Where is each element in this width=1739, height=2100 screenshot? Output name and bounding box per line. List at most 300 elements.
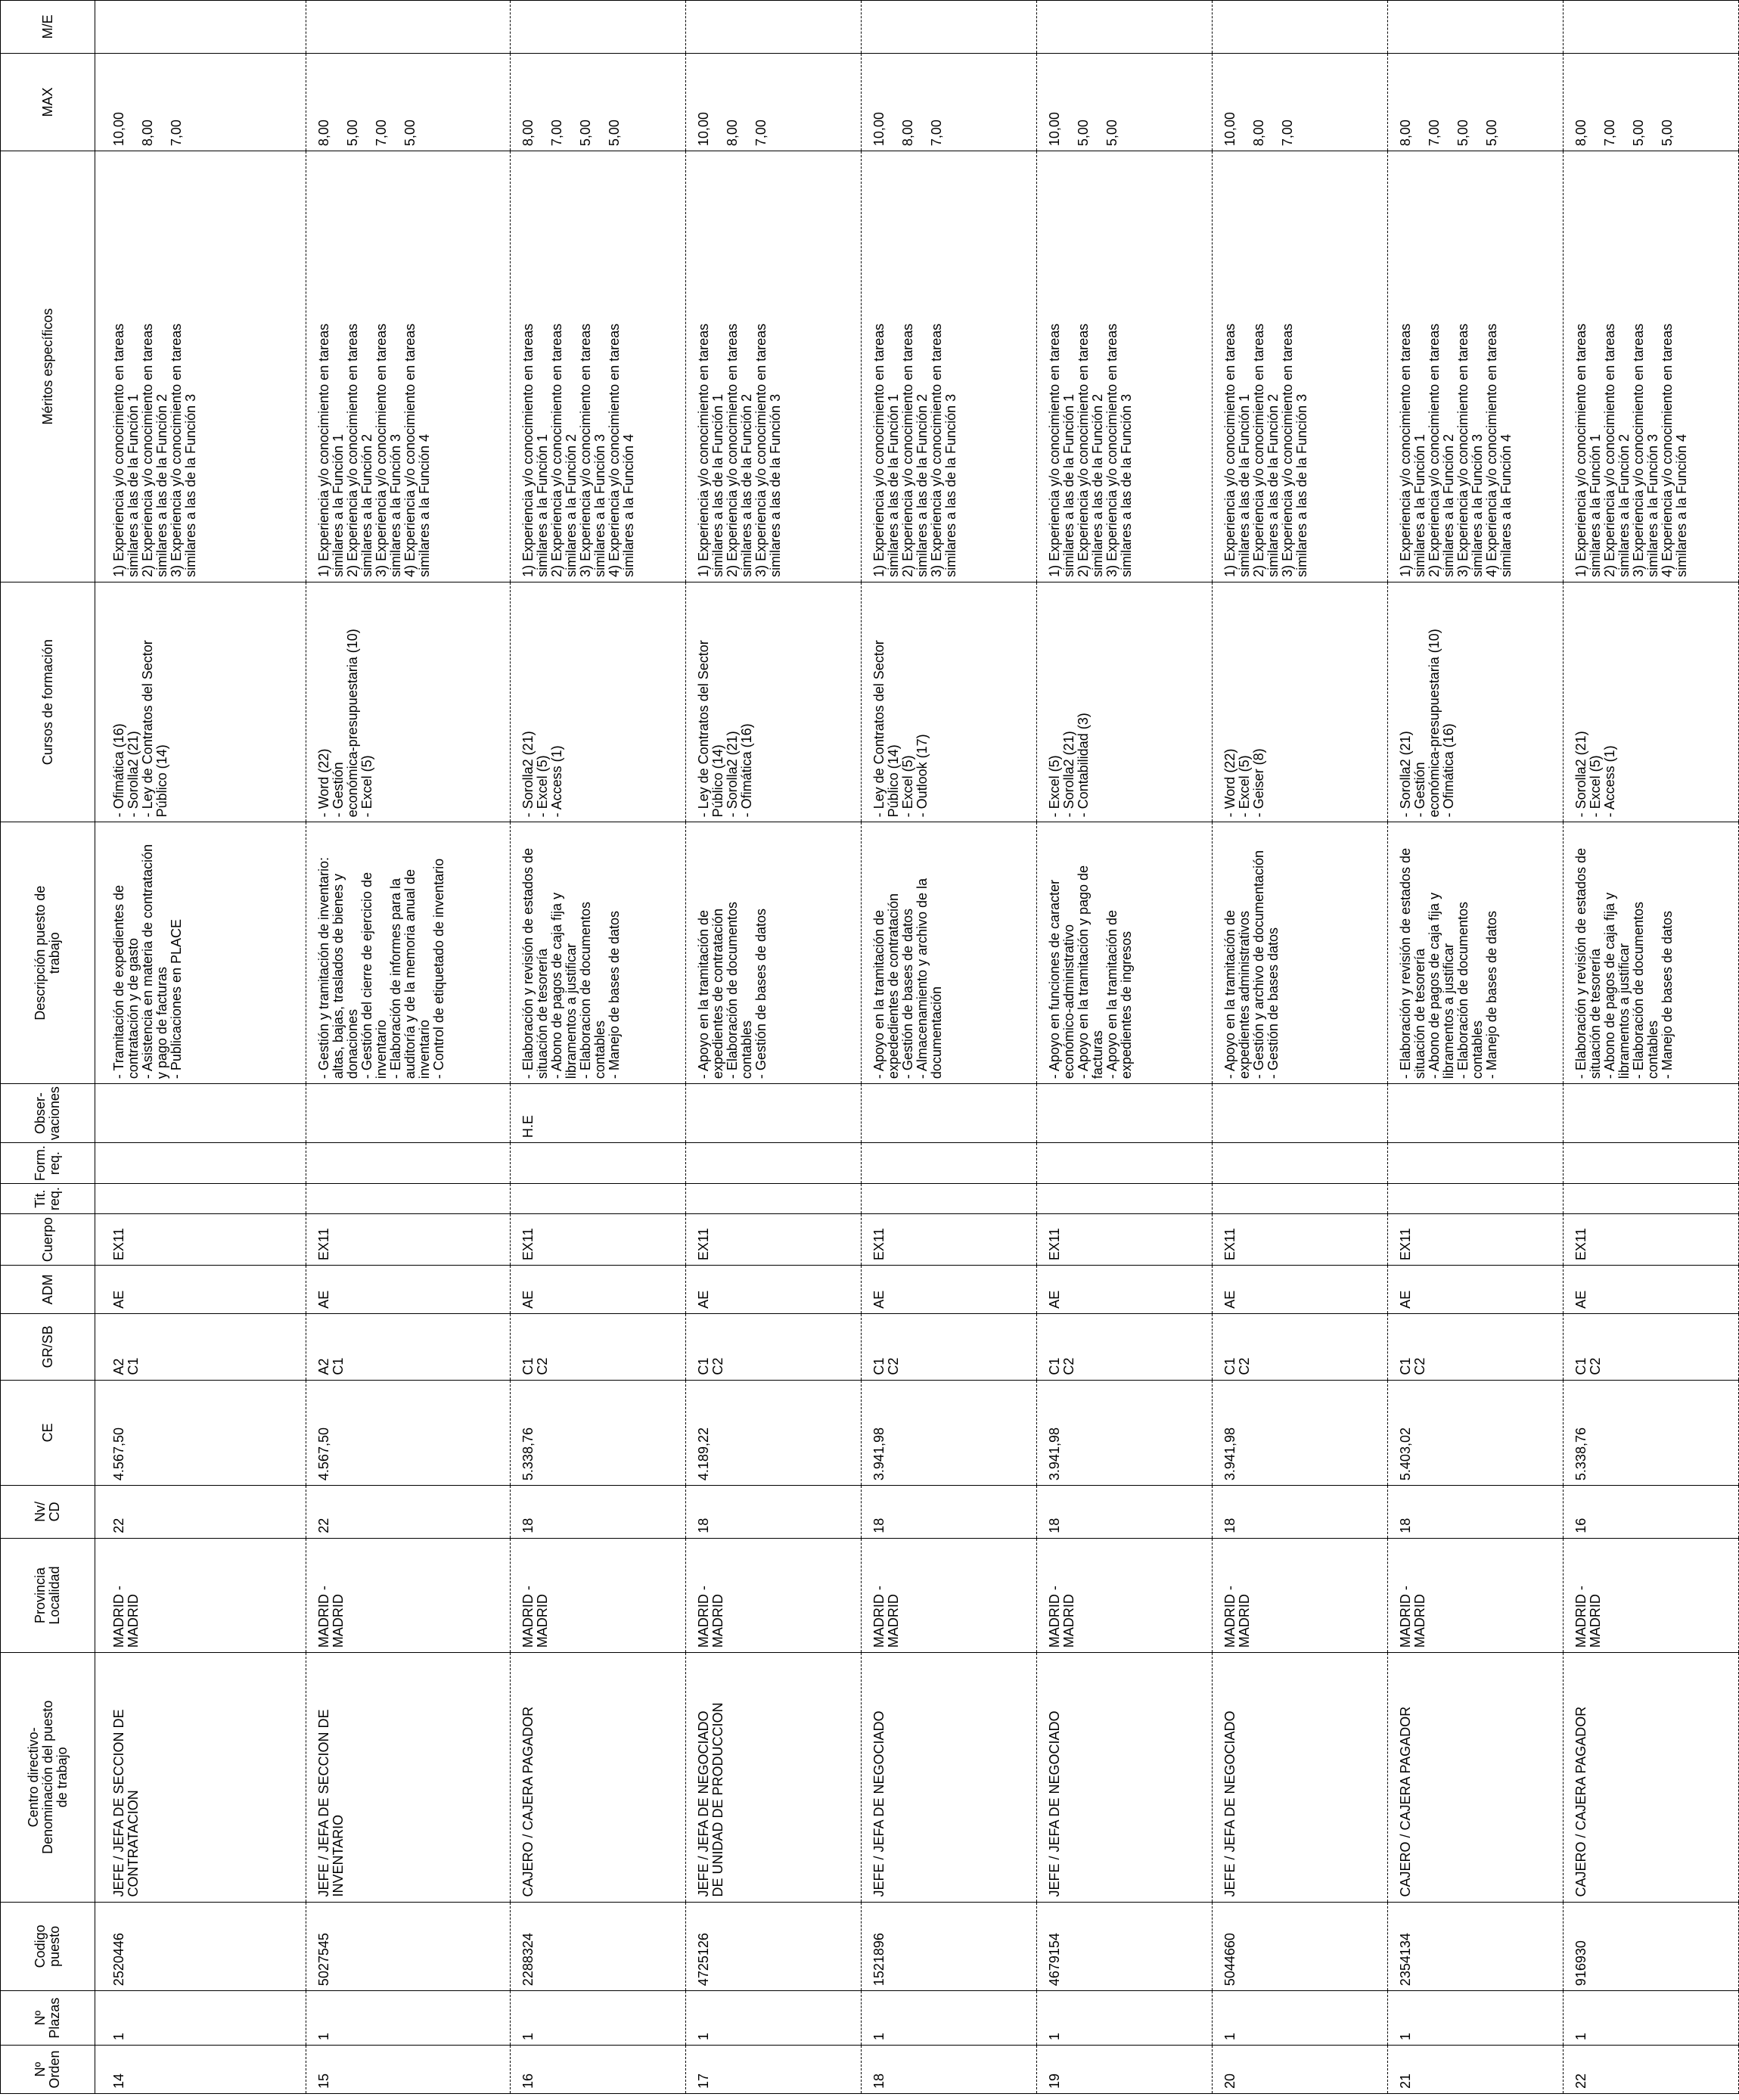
cell-line: - Excel (5) bbox=[359, 755, 374, 818]
cell-line: similares a las de la Función 3 bbox=[767, 393, 783, 577]
cell-line: expededientes de contratación bbox=[885, 893, 901, 1080]
cell-line: similares a las de la Función 1 bbox=[126, 393, 141, 577]
cell-provincia bbox=[1563, 1538, 1738, 1652]
cell-max bbox=[861, 53, 1036, 151]
cell-adm: AE bbox=[510, 1266, 685, 1314]
cell-line: 3) Experiencia y/o conocimiento en tareas bbox=[1630, 323, 1646, 577]
cell-line: C2 bbox=[1060, 1357, 1076, 1375]
cell-max bbox=[101, 53, 306, 151]
cell-cursos bbox=[861, 582, 1036, 822]
cell-line: - Sorolla2 (21) bbox=[1397, 731, 1413, 818]
cell-cuerpo: EX11 bbox=[101, 1214, 306, 1266]
cell-provincia bbox=[1387, 1538, 1563, 1652]
cell-ce: 5.338,76 bbox=[1563, 1380, 1738, 1485]
cell-line: - Apoyo en la tramitación de bbox=[1104, 909, 1119, 1080]
table-row bbox=[101, 1, 306, 2094]
cell-line: - Ley de Contratos del Sector bbox=[140, 640, 155, 818]
cell-line: 5,00 bbox=[1630, 120, 1646, 147]
cell-provincia bbox=[861, 1538, 1036, 1652]
cell-line: - Sorolla2 (21) bbox=[1573, 731, 1588, 818]
cell-line: - Elaboración de documentos bbox=[1455, 901, 1470, 1080]
cell-line: 8,00 bbox=[140, 120, 155, 147]
table-row bbox=[306, 1, 510, 2094]
cell-line: 7,00 bbox=[928, 120, 944, 147]
cell-line: similares a la Función 3 bbox=[592, 433, 607, 577]
cell-line: similares a las de la Función 1 bbox=[885, 393, 901, 577]
cell-line: similares a la Función 4 bbox=[1673, 433, 1689, 577]
cell-plazas: 1 bbox=[1563, 1991, 1738, 2046]
cell-line: JEFE / JEFA DE NEGOCIADO bbox=[1222, 1710, 1237, 1897]
cell-line: 8,00 bbox=[1250, 120, 1266, 147]
cell-line: 10,00 bbox=[111, 112, 126, 147]
cell-line: C2 bbox=[710, 1357, 725, 1375]
cell-line: similares a la Función 4 bbox=[620, 433, 636, 577]
cell-line: - Ofimática (16) bbox=[111, 723, 126, 818]
cell-line: C2 bbox=[1587, 1357, 1603, 1375]
cell-tit bbox=[1212, 1184, 1387, 1214]
cell-line: 5,00 bbox=[1659, 120, 1675, 147]
cell-line: contables bbox=[1469, 1020, 1485, 1080]
cell-line: - Ofimática (16) bbox=[1440, 723, 1456, 818]
cell-ce: 4.567,50 bbox=[101, 1380, 306, 1485]
cell-line: - Access (1) bbox=[548, 745, 564, 818]
cell-line: - Sorolla2 (21) bbox=[520, 731, 536, 818]
cell-line: A2 bbox=[315, 1358, 331, 1375]
cell-line: 8,00 bbox=[315, 120, 331, 147]
cell-orden: 18 bbox=[861, 2046, 1036, 2094]
cell-line: 7,00 bbox=[373, 120, 389, 147]
cell-line: - Gestión bbox=[1411, 762, 1427, 818]
cell-line: MADRID - bbox=[1573, 1586, 1588, 1648]
cell-line: altas, bajas, traslados de bienes y bbox=[330, 873, 346, 1080]
cell-line: MADRID - bbox=[315, 1586, 331, 1648]
cell-gr bbox=[306, 1313, 510, 1380]
cell-line: similares a las de la Función 1 bbox=[1236, 393, 1252, 577]
cell-line: 2) Experiencia y/o conocimiento en tareas bbox=[899, 323, 915, 577]
cell-form bbox=[306, 1143, 510, 1184]
cell-line: - Manejo de bases de datos bbox=[1659, 910, 1675, 1080]
cell-provincia bbox=[306, 1538, 510, 1652]
cell-line: libramentos a justificar bbox=[1616, 943, 1632, 1080]
table-body bbox=[101, 1, 1738, 2094]
cell-line: facturas bbox=[1089, 1030, 1105, 1080]
cell-line: - Gestión de bases datos bbox=[1265, 927, 1281, 1080]
cell-line: - Elaboración de documentos bbox=[724, 901, 740, 1080]
cell-line: - Control de etiquetado de inventario bbox=[430, 858, 446, 1080]
cell-gr bbox=[101, 1313, 306, 1380]
cell-line: situación de tesorería bbox=[1587, 949, 1603, 1080]
cell-line: JEFE / JEFA DE NEGOCIADO bbox=[695, 1710, 711, 1897]
cell-line: 7,00 bbox=[169, 120, 184, 147]
cell-line: similares a las de la Función 2 bbox=[1089, 393, 1105, 577]
cell-line: 3) Experiencia y/o conocimiento en tareas bbox=[169, 323, 184, 577]
cell-line: - Excel (5) bbox=[534, 755, 550, 818]
cell-line: económica-presupuestaria (10) bbox=[1426, 629, 1442, 818]
cell-orden: 21 bbox=[1387, 2046, 1563, 2094]
cell-me bbox=[1212, 1, 1387, 54]
cell-cursos bbox=[1563, 582, 1738, 822]
cell-line: similares a la Función 3 bbox=[1469, 433, 1485, 577]
cell-line: - Outlook (17) bbox=[914, 734, 930, 818]
cell-tit bbox=[861, 1184, 1036, 1214]
cell-gr bbox=[1212, 1313, 1387, 1380]
cell-centro bbox=[1036, 1653, 1212, 1902]
cell-ce: 3.941,98 bbox=[861, 1380, 1036, 1485]
cell-cursos bbox=[1212, 582, 1387, 822]
cell-line: MADRID bbox=[126, 1594, 141, 1648]
cell-line: - Manejo de bases de datos bbox=[1483, 910, 1499, 1080]
cell-line: libramentos a justificar bbox=[563, 943, 579, 1080]
header-provincia: Provincia Localidad bbox=[1, 1538, 95, 1652]
cell-line: contables bbox=[1644, 1020, 1660, 1080]
cell-form bbox=[101, 1143, 306, 1184]
header-form: Form. req. bbox=[1, 1143, 95, 1184]
cell-line: 2) Experiencia y/o conocimiento en tareas bbox=[1075, 323, 1091, 577]
cell-line: 1) Experiencia y/o conocimiento en tareas bbox=[871, 323, 887, 577]
cell-line: similares a las de la Función 1 bbox=[1060, 393, 1076, 577]
cell-line: 1) Experiencia y/o conocimiento en tareas bbox=[1573, 323, 1588, 577]
cell-line: CONTRATACION bbox=[126, 1790, 141, 1897]
cell-obs bbox=[306, 1084, 510, 1143]
cell-desc bbox=[306, 822, 510, 1084]
cell-orden: 20 bbox=[1212, 2046, 1387, 2094]
cell-orden: 16 bbox=[510, 2046, 685, 2094]
cell-line: - Sorolla2 (21) bbox=[1060, 731, 1076, 818]
cell-line: - Gestión del cierre de ejercicio de bbox=[359, 871, 374, 1080]
cell-line: INVENTARIO bbox=[330, 1814, 346, 1897]
cell-line: - Word (22) bbox=[315, 748, 331, 818]
cell-line: 5,00 bbox=[606, 120, 622, 147]
cell-tit bbox=[1563, 1184, 1738, 1214]
cell-line: - Manejo de bases de datos bbox=[606, 910, 622, 1080]
cell-line: y pago de facturas bbox=[154, 967, 169, 1080]
cell-provincia bbox=[510, 1538, 685, 1652]
cell-obs: H.E bbox=[510, 1084, 685, 1143]
cell-line: 5,00 bbox=[1483, 120, 1499, 147]
header-orden: Nº Orden bbox=[1, 2046, 95, 2094]
cell-line: 4) Experiencia y/o conocimiento en tareas bbox=[1483, 323, 1499, 577]
cell-line: - Abono de pagos de caja fija y bbox=[1426, 892, 1442, 1080]
cell-adm: AE bbox=[1563, 1266, 1738, 1314]
cell-line: JEFE / JEFA DE SECCION DE bbox=[315, 1709, 331, 1897]
cell-line: 8,00 bbox=[1397, 120, 1413, 147]
cell-line: similares a la Función 3 bbox=[1644, 433, 1660, 577]
cell-tit bbox=[510, 1184, 685, 1214]
cell-line: MADRID bbox=[1060, 1594, 1076, 1648]
cell-plazas: 1 bbox=[101, 1991, 306, 2046]
cell-desc bbox=[1212, 822, 1387, 1084]
header-ce: CE bbox=[1, 1380, 95, 1485]
cell-meritos bbox=[685, 151, 861, 582]
cell-centro bbox=[306, 1653, 510, 1902]
cell-centro bbox=[861, 1653, 1036, 1902]
cell-meritos bbox=[861, 151, 1036, 582]
cell-line: MADRID - bbox=[520, 1586, 536, 1648]
cell-adm: AE bbox=[685, 1266, 861, 1314]
cell-tit bbox=[1036, 1184, 1212, 1214]
cell-line: similares a las de la Función 3 bbox=[1293, 393, 1309, 577]
cell-meritos bbox=[510, 151, 685, 582]
cell-codigo: 5044660 bbox=[1212, 1902, 1387, 1991]
cell-provincia bbox=[685, 1538, 861, 1652]
cell-line: inventario bbox=[416, 1020, 432, 1080]
cell-plazas: 1 bbox=[685, 1991, 861, 2046]
cell-line: situación de tesorería bbox=[534, 949, 550, 1080]
cell-line: 2) Experiencia y/o conocimiento en tareas bbox=[140, 323, 155, 577]
cell-line: 2) Experiencia y/o conocimiento en tareas bbox=[724, 323, 740, 577]
cell-plazas: 1 bbox=[1212, 1991, 1387, 2046]
cell-nv: 16 bbox=[1563, 1486, 1738, 1539]
cell-line: similares a la Función 1 bbox=[1587, 433, 1603, 577]
header-obs: Obser- vaciones bbox=[1, 1084, 95, 1143]
cell-line: 5,00 bbox=[1104, 120, 1119, 147]
cell-meritos bbox=[306, 151, 510, 582]
cell-line: 4) Experiencia y/o conocimiento en tareas bbox=[402, 323, 418, 577]
cell-ce: 4.189,22 bbox=[685, 1380, 861, 1485]
cell-line: - Access (1) bbox=[1601, 745, 1617, 818]
cell-line: - Tramitación de expedientes de bbox=[111, 884, 126, 1080]
cell-codigo: 2354134 bbox=[1387, 1902, 1563, 1991]
cell-line: - Ley de Contratos del Sector bbox=[695, 640, 711, 818]
table-row bbox=[1212, 1, 1387, 2094]
cell-obs bbox=[1212, 1084, 1387, 1143]
cell-line: MADRID bbox=[1236, 1594, 1252, 1648]
table-row bbox=[1387, 1, 1563, 2094]
cell-nv: 18 bbox=[685, 1486, 861, 1539]
cell-tit bbox=[306, 1184, 510, 1214]
cell-line: - Apoyo en la tramitación de bbox=[695, 909, 711, 1080]
cell-me bbox=[1563, 1, 1738, 54]
cell-adm: AE bbox=[306, 1266, 510, 1314]
cell-line: similares a las de la Función 3 bbox=[942, 393, 958, 577]
cell-codigo: 916930 bbox=[1563, 1902, 1738, 1991]
header-cuerpo: Cuerpo bbox=[1, 1214, 95, 1266]
cell-desc bbox=[1563, 822, 1738, 1084]
cell-line: 8,00 bbox=[1573, 120, 1588, 147]
cell-obs bbox=[685, 1084, 861, 1143]
cell-line: - Gestión y tramitación de inventario: bbox=[315, 856, 331, 1080]
cell-line: C1 bbox=[126, 1357, 141, 1375]
cell-codigo: 1521896 bbox=[861, 1902, 1036, 1991]
cell-ce: 5.403,02 bbox=[1387, 1380, 1563, 1485]
cell-line: - Almacenamiento y archivo de la bbox=[914, 878, 930, 1080]
cell-desc bbox=[101, 822, 306, 1084]
cell-line: - Publicaciones en PLACE bbox=[169, 918, 184, 1080]
header-max: MAX bbox=[1, 53, 95, 151]
cell-line: Público (14) bbox=[710, 744, 725, 818]
table-row bbox=[1036, 1, 1212, 2094]
cell-obs bbox=[861, 1084, 1036, 1143]
cell-line: MADRID bbox=[1587, 1594, 1603, 1648]
cell-cursos bbox=[101, 582, 306, 822]
cell-line: 1) Experiencia y/o conocimiento en tareas bbox=[695, 323, 711, 577]
cell-centro bbox=[101, 1653, 306, 1902]
cell-plazas: 1 bbox=[1387, 1991, 1563, 2046]
cell-line: inventario bbox=[373, 1020, 389, 1080]
header-tit: Tit. req. bbox=[1, 1184, 95, 1214]
cell-centro bbox=[685, 1653, 861, 1902]
cell-line: JEFE / JEFA DE NEGOCIADO bbox=[1046, 1710, 1062, 1897]
cell-line: MADRID - bbox=[1222, 1586, 1237, 1648]
cell-meritos bbox=[1563, 151, 1738, 582]
cell-form bbox=[1036, 1143, 1212, 1184]
cell-line: auditoría y de la memoria anual de bbox=[402, 868, 418, 1080]
cell-line: C1 bbox=[1397, 1357, 1413, 1375]
cell-line: A2 bbox=[111, 1358, 126, 1375]
cell-desc bbox=[1036, 822, 1212, 1084]
cell-line: - Elaboración de documentos bbox=[1630, 901, 1646, 1080]
cell-adm: AE bbox=[1036, 1266, 1212, 1314]
cell-line: 1) Experiencia y/o conocimiento en tareas bbox=[520, 323, 536, 577]
cell-orden: 22 bbox=[1563, 2046, 1738, 2094]
cell-adm: AE bbox=[1212, 1266, 1387, 1314]
cell-cursos bbox=[510, 582, 685, 822]
cell-line: 3) Experiencia y/o conocimiento en tareas bbox=[928, 323, 944, 577]
cell-line: situación de tesorería bbox=[1411, 949, 1427, 1080]
cell-me bbox=[1387, 1, 1563, 54]
cell-line: similares a las de la Función 1 bbox=[710, 393, 725, 577]
cell-line: expedientes de ingresos bbox=[1118, 930, 1134, 1080]
cell-line: - Elaboracion de documentos bbox=[577, 901, 593, 1080]
cell-line: - Contabilidad (3) bbox=[1075, 713, 1091, 818]
spacer-row bbox=[95, 1, 102, 2094]
cell-line: 10,00 bbox=[695, 112, 711, 147]
cell-line: 1) Experiencia y/o conocimiento en tareas bbox=[111, 323, 126, 577]
cell-orden: 14 bbox=[101, 2046, 306, 2094]
cell-line: - Excel (5) bbox=[1046, 755, 1062, 818]
cell-line: - Asistencia en materia de contratación bbox=[140, 843, 155, 1080]
cell-line: expedientes de contratación bbox=[710, 908, 725, 1080]
cell-gr bbox=[510, 1313, 685, 1380]
cell-line: MADRID - bbox=[695, 1586, 711, 1648]
cell-desc bbox=[1387, 822, 1563, 1084]
cell-ce: 5.338,76 bbox=[510, 1380, 685, 1485]
header-adm: ADM bbox=[1, 1266, 95, 1314]
cell-line: JEFE / JEFA DE SECCION DE bbox=[111, 1709, 126, 1897]
cell-line: - Sorolla2 (21) bbox=[724, 731, 740, 818]
cell-line: DE UNIDAD DE PRODUCCION bbox=[710, 1702, 725, 1897]
cell-cursos bbox=[306, 582, 510, 822]
cell-form bbox=[1212, 1143, 1387, 1184]
cell-line: 2) Experiencia y/o conocimiento en tareas bbox=[548, 323, 564, 577]
cell-desc bbox=[861, 822, 1036, 1084]
cell-max bbox=[1387, 53, 1563, 151]
header-row bbox=[1, 1, 95, 2094]
cell-max bbox=[1036, 53, 1212, 151]
cell-line: C2 bbox=[1411, 1357, 1427, 1375]
cell-nv: 18 bbox=[510, 1486, 685, 1539]
cell-line: MADRID bbox=[1411, 1594, 1427, 1648]
cell-gr bbox=[1563, 1313, 1738, 1380]
cell-line: - Gestión de bases de datos bbox=[899, 908, 915, 1080]
cell-line: 3) Experiencia y/o conocimiento en tareas bbox=[1279, 323, 1295, 577]
cell-line: C1 bbox=[1046, 1357, 1062, 1375]
cell-line: MADRID bbox=[330, 1594, 346, 1648]
cell-line: 4) Experiencia y/o conocimiento en tareas bbox=[1659, 323, 1675, 577]
cell-line: 8,00 bbox=[724, 120, 740, 147]
cell-adm: AE bbox=[101, 1266, 306, 1314]
cell-nv: 18 bbox=[1387, 1486, 1563, 1539]
cell-plazas: 1 bbox=[306, 1991, 510, 2046]
cell-line: similares a la Función 2 bbox=[563, 433, 579, 577]
cell-nv: 22 bbox=[101, 1486, 306, 1539]
cell-line: contables bbox=[592, 1020, 607, 1080]
cell-line: - Elaboración y revisión de estados de bbox=[520, 847, 536, 1080]
cell-line: C2 bbox=[1236, 1357, 1252, 1375]
cell-ce: 4.567,50 bbox=[306, 1380, 510, 1485]
cell-line: - Apoyo en la tramitación de bbox=[871, 909, 887, 1080]
cell-orden: 19 bbox=[1036, 2046, 1212, 2094]
cell-max bbox=[1563, 53, 1738, 151]
cell-plazas: 1 bbox=[1036, 1991, 1212, 2046]
cell-cursos bbox=[685, 582, 861, 822]
cell-desc bbox=[510, 822, 685, 1084]
cell-nv: 18 bbox=[861, 1486, 1036, 1539]
cell-line: C1 bbox=[1222, 1357, 1237, 1375]
cell-line: - Geiser (8) bbox=[1250, 748, 1266, 818]
cell-line: CAJERO / CAJERA PAGADOR bbox=[1397, 1706, 1413, 1897]
cell-meritos bbox=[1036, 151, 1212, 582]
cell-tit bbox=[101, 1184, 306, 1214]
cell-line: - Elaboración y revisión de estados de bbox=[1397, 847, 1413, 1080]
cell-orden: 17 bbox=[685, 2046, 861, 2094]
cell-max bbox=[1212, 53, 1387, 151]
cell-line: MADRID - bbox=[871, 1586, 887, 1648]
cell-me bbox=[1036, 1, 1212, 54]
cell-cuerpo: EX11 bbox=[1563, 1214, 1738, 1266]
cell-cuerpo: EX11 bbox=[1387, 1214, 1563, 1266]
cell-line: MADRID bbox=[710, 1594, 725, 1648]
cell-me bbox=[101, 1, 306, 54]
cell-max bbox=[306, 53, 510, 151]
cell-line: similares a la Función 1 bbox=[330, 433, 346, 577]
cell-adm: AE bbox=[861, 1266, 1036, 1314]
cell-line: contratación y de gasto bbox=[126, 937, 141, 1080]
cell-line: - Elaboración y revisión de estados de bbox=[1573, 847, 1588, 1080]
cell-obs bbox=[1387, 1084, 1563, 1143]
cell-line: similares a las de la Función 2 bbox=[738, 393, 754, 577]
cell-line: MADRID bbox=[534, 1594, 550, 1648]
cell-line: C1 bbox=[1573, 1357, 1588, 1375]
cell-cuerpo: EX11 bbox=[685, 1214, 861, 1266]
cell-gr bbox=[1036, 1313, 1212, 1380]
cell-line: - Gestión y archivo de documentación bbox=[1250, 850, 1266, 1080]
cell-form bbox=[685, 1143, 861, 1184]
cell-line: - Ley de Contratos del Sector bbox=[871, 640, 887, 818]
cell-max bbox=[510, 53, 685, 151]
cell-line: MADRID - bbox=[111, 1586, 126, 1648]
table-row bbox=[685, 1, 861, 2094]
cell-line: - Excel (5) bbox=[1236, 755, 1252, 818]
cell-tit bbox=[685, 1184, 861, 1214]
cell-codigo: 2288324 bbox=[510, 1902, 685, 1991]
cell-line: C2 bbox=[885, 1357, 901, 1375]
cell-line: - Apoyo en funciones de caracter bbox=[1046, 879, 1062, 1080]
cell-line: contables bbox=[738, 1020, 754, 1080]
cell-line: 1) Experiencia y/o conocimiento en tareas bbox=[1046, 323, 1062, 577]
cell-line: 5,00 bbox=[402, 120, 418, 147]
cell-meritos bbox=[1212, 151, 1387, 582]
cell-line: - Sorolla2 (21) bbox=[126, 731, 141, 818]
cell-line: similares a las de la Función 2 bbox=[1265, 393, 1281, 577]
table-row bbox=[510, 1, 685, 2094]
cell-line: - Abono de pagos de caja fija y bbox=[548, 892, 564, 1080]
header-codigo: Codigo puesto bbox=[1, 1902, 95, 1991]
cell-line: 8,00 bbox=[520, 120, 536, 147]
cell-line: - Excel (5) bbox=[899, 755, 915, 818]
cell-centro bbox=[1387, 1653, 1563, 1902]
cell-line: 4) Experiencia y/o conocimiento en tareas bbox=[606, 323, 622, 577]
